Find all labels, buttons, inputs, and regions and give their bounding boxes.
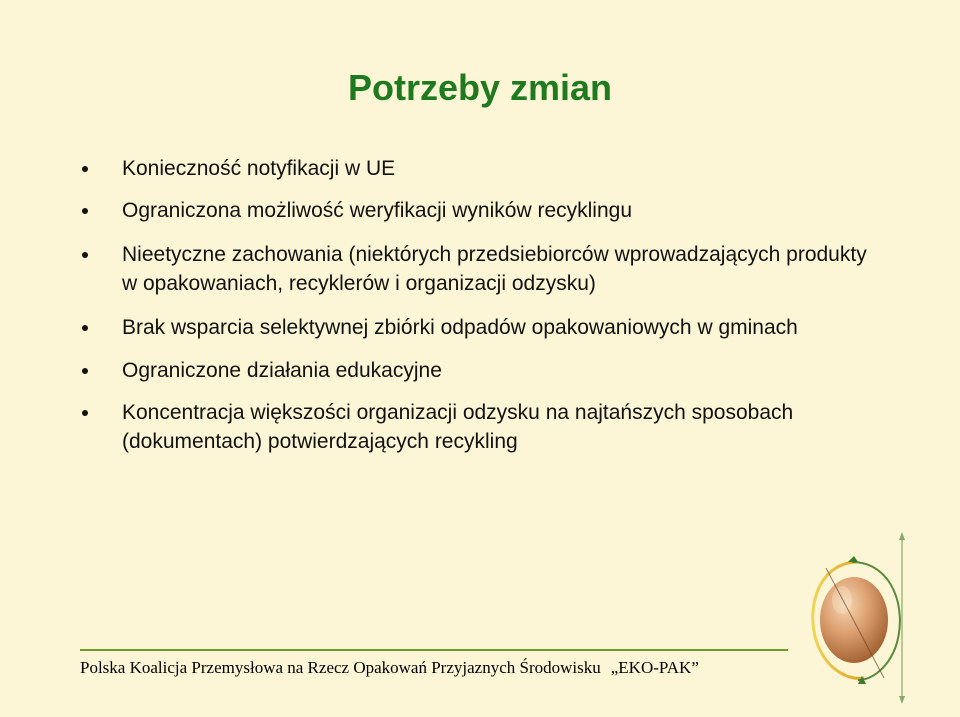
footer-divider (80, 649, 788, 651)
bullet-text: Brak wsparcia selektywnej zbiórki odpadów opakowaniowych w gminach (122, 316, 798, 339)
bullet-text: Koncentracja większości organizacji odzysku na najtańszych sposobach (dokumentach) potwierdzających recykling (122, 401, 794, 453)
bullet-text: Ograniczone działania edukacyjne (122, 359, 442, 382)
bullet-dot-icon (82, 252, 88, 258)
bullet-text: Konieczność notyfikacji w UE (122, 157, 396, 180)
slide-title: Potrzeby zmian (347, 67, 613, 108)
footer (80, 657, 800, 679)
egg-logo-icon (792, 528, 922, 708)
footer-brand: „EKO-PAK” (610, 658, 699, 677)
bullet-dot-icon (82, 208, 88, 214)
bullet-dot-icon (82, 325, 88, 331)
bullet-dot-icon (82, 410, 88, 416)
bullet-text: Ograniczona możliwość weryfikacji wyników recyklingu (122, 199, 632, 222)
bullet-text: Nieetyczne zachowania (niektórych przedsiebiorców wprowadzających produkty w opakowaniach, recyklerów i organizacji odzysku) (122, 243, 867, 295)
bullet-dot-icon (82, 368, 88, 374)
footer-organization: Polska Koalicja Przemysłowa na Rzecz Opakowań Przyjaznych Środowisku (80, 658, 601, 677)
bullet-dot-icon (82, 166, 88, 172)
